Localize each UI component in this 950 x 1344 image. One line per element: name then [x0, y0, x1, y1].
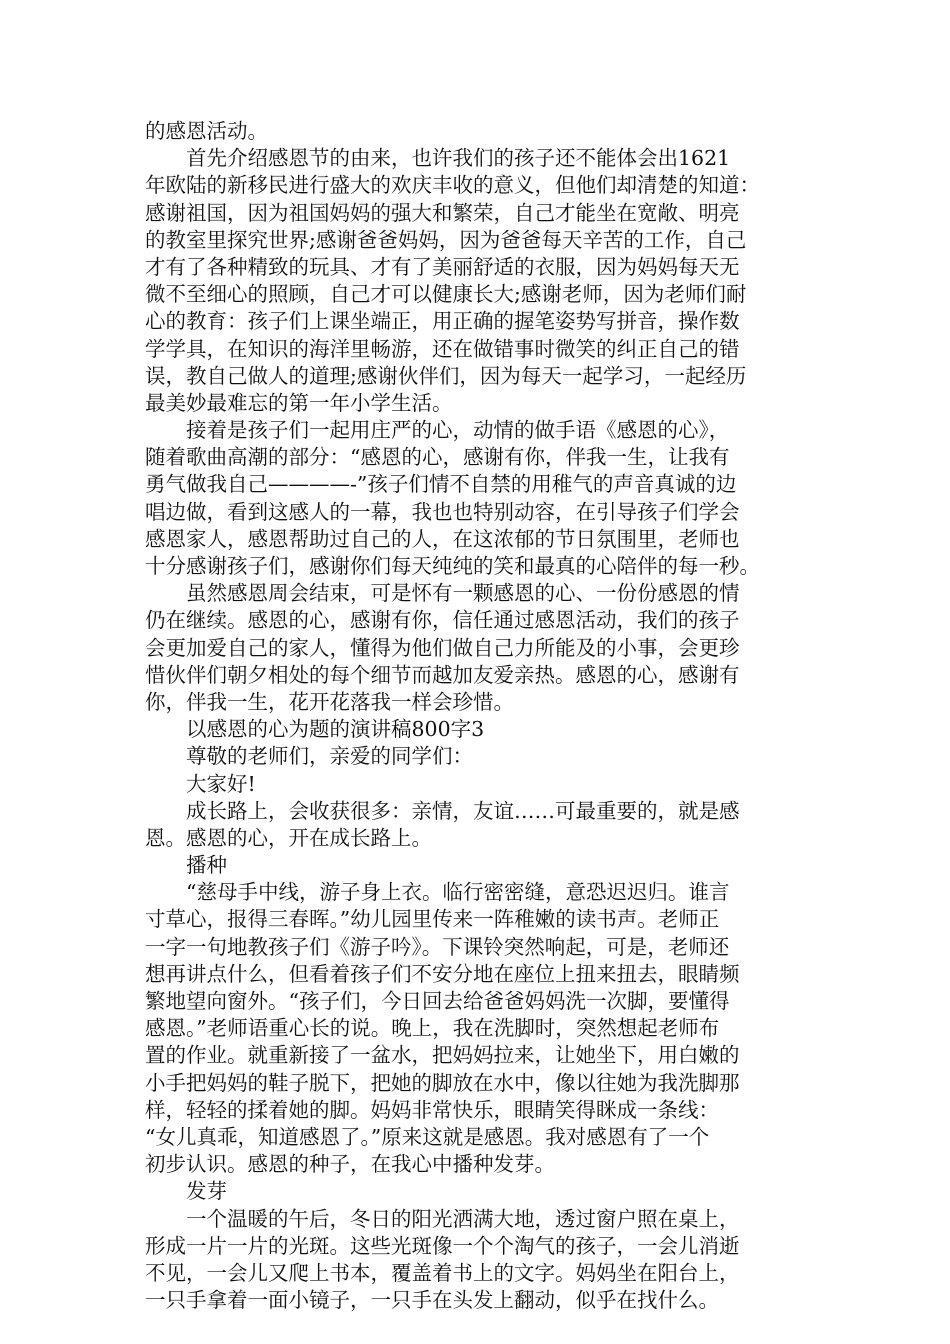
- text-line: 年欧陆的新移民进行盛大的欢庆丰收的意义，但他们却清楚的知道：: [145, 173, 760, 198]
- text-line: 惜伙伴们朝夕相处的每个细节而越加友爱亲热。感恩的心，感谢有: [145, 662, 740, 687]
- text-line: 繁地望向窗外。“孩子们，今日回去给爸爸妈妈洗一次脚，要懂得: [145, 989, 730, 1013]
- text-line: 成长路上，会收获很多：亲情，友谊……可最重要的，就是感: [145, 798, 740, 823]
- text-line: 十分感谢孩子们，感谢你们每天纯纯的笑和最真的心陪伴的每一秒。: [145, 554, 760, 578]
- text-line: 微不至细心的照顾，自己才可以健康长大;感谢老师，因为老师们耐: [145, 282, 747, 307]
- text-line: 随着歌曲高潮的部分：“感恩的心，感谢有你，伴我一生，让我有: [145, 445, 730, 470]
- text-line: 接着是孩子们一起用庄严的心，动情的做手语《感恩的心》，: [145, 418, 730, 443]
- text-line: 最美妙最难忘的第一年小学生活。: [145, 390, 453, 415]
- text-line: 误，教自己做人的道理;感谢伙伴们，因为每天一起学习，一起经历: [145, 363, 747, 388]
- text-line: 的教室里探究世界;感谢爸爸妈妈，因为爸爸每天辛苦的工作，自己: [145, 227, 747, 252]
- text-line: 虽然感恩周会结束，可是怀有一颗感恩的心、一份份感恩的情: [145, 581, 740, 606]
- text-line: 一只手拿着一面小镜子，一只手在头发上翻动，似乎在找什么。: [145, 1288, 719, 1313]
- document-text-body: [145, 118, 815, 1314]
- text-line: 感谢祖国，因为祖国妈妈的强大和繁荣，自己才能坐在宽敞、明亮: [145, 200, 740, 225]
- text-line: 学学具，在知识的海洋里畅游，还在做错事时微笑的纠正自己的错: [145, 336, 740, 361]
- text-line: 样，轻轻的揉着她的脚。妈妈非常快乐，眼睛笑得眯成一条线：: [145, 1097, 719, 1122]
- text-line: 形成一片一片的光斑。这些光斑像一个个淘气的孩子，一会儿消逝: [145, 1233, 740, 1258]
- text-line: 恩。感恩的心，开在成长路上。: [145, 825, 432, 850]
- text-line: 初步认识。感恩的种子，在我心中播种发芽。: [145, 1152, 555, 1177]
- text-line: 感恩家人，感恩帮助过自己的人，在这浓郁的节日氛围里，老师也: [145, 526, 740, 551]
- text-line: 才有了各种精致的玩具、才有了美丽舒适的衣服，因为妈妈每天无: [145, 254, 740, 279]
- text-line: 播种: [145, 853, 227, 878]
- text-line: 仍在继续。感恩的心，感谢有你，信任通过感恩活动，我们的孩子: [145, 608, 740, 633]
- text-line: 尊敬的老师们，亲爱的同学们：: [145, 744, 473, 769]
- text-line: 心的教育：孩子们上课坐端正，用正确的握笔姿势写拼音，操作数: [145, 309, 740, 334]
- text-line: 会更加爱自己的家人，懂得为他们做自己力所能及的小事，会更珍: [145, 635, 740, 660]
- text-line: 不见，一会儿又爬上书本，覆盖着书上的文字。妈妈坐在阳台上，: [145, 1260, 740, 1285]
- text-line: 首先介绍感恩节的由来，也许我们的孩子还不能体会出1621: [145, 146, 731, 171]
- text-line: 置的作业。就重新接了一盆水，把妈妈拉来，让她坐下，用白嫩的: [145, 1043, 740, 1068]
- text-line: 发芽: [145, 1179, 227, 1204]
- text-line: 小手把妈妈的鞋子脱下，把她的脚放在水中，像以往她为我洗脚那: [145, 1070, 740, 1095]
- text-line: “慈母手中线，游子身上衣。临行密密缝，意恐迟迟归。谁言: [145, 880, 730, 905]
- text-line: 大家好!: [145, 771, 256, 796]
- text-line: 一个温暖的午后，冬日的阳光洒满大地，透过窗户照在桌上，: [145, 1206, 740, 1231]
- text-line: 的感恩活动。: [145, 119, 268, 143]
- text-line: 唱边做，看到这感人的一幕，我也也特别动容，在引导孩子们学会: [145, 499, 740, 524]
- text-line: 一字一句地教孩子们《游子吟》。下课铃突然响起，可是，老师还: [145, 934, 730, 959]
- text-line: 你，伴我一生，花开花落我一样会珍惜。: [145, 689, 514, 714]
- text-line: 以感恩的心为题的演讲稿800字3: [145, 717, 485, 742]
- text-line: 寸草心，报得三春晖。”幼儿园里传来一阵稚嫩的读书声。老师正: [145, 907, 720, 932]
- text-line: “女儿真乖，知道感恩了。”原来这就是感恩。我对感恩有了一个: [145, 1124, 710, 1149]
- text-line: 感恩。”老师语重心长的说。晚上，我在洗脚时，突然想起老师布: [145, 1016, 720, 1041]
- text-line: 勇气做我自己————-”孩子们情不自禁的用稚气的声音真诚的边: [145, 472, 737, 497]
- text-line: 想再讲点什么，但看着孩子们不安分地在座位上扭来扭去，眼睛频: [145, 961, 740, 986]
